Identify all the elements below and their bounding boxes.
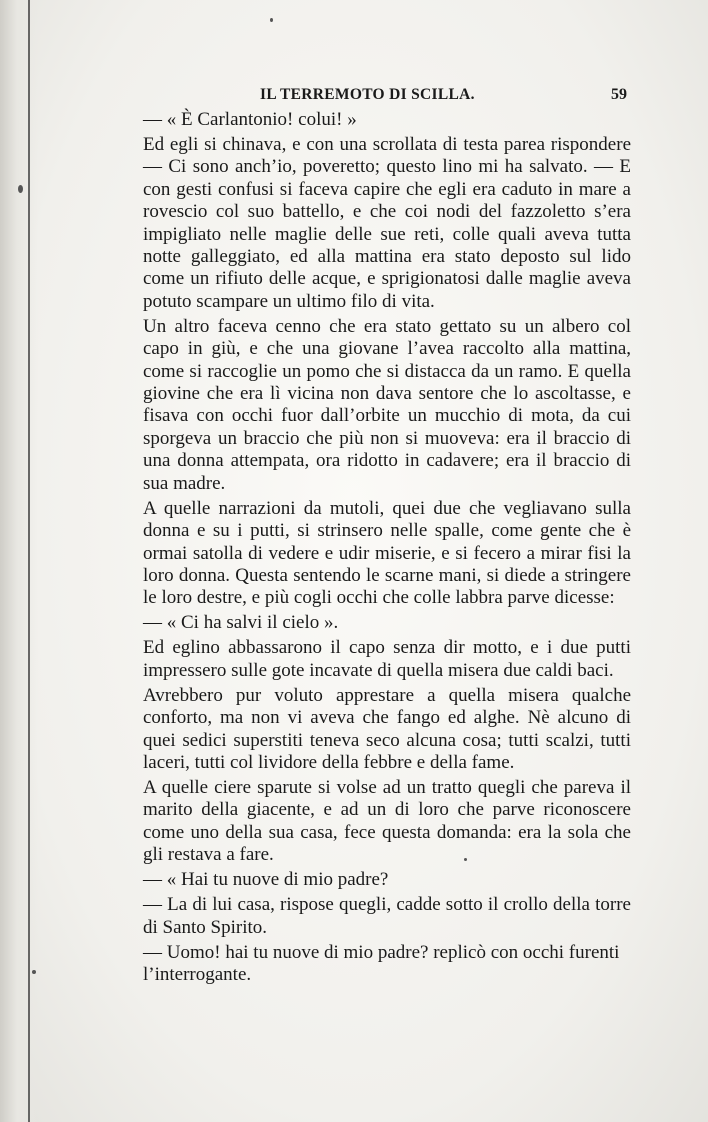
binding-edge (28, 0, 30, 1122)
running-title: IL TERREMOTO DI SCILLA. (260, 86, 475, 103)
page-number: 59 (611, 86, 627, 103)
paragraph: Un altro faceva cenno che era stato gettato su un albero col capo in giù, e che una giovane l’avea raccolto alla mattina, come si raccoglie un pomo che si distacca da un ramo. E quella giovine che era lì vicina non dava sentore che lo ascoltasse, e fisava con occhi fuor dall’orbite un mucchio di mota, da cui sporgeva un braccio che più non si muoveva: era il braccio di una donna attempata, ora ridotto in cadavere; era il braccio di sua madre. (143, 315, 631, 494)
page-body (143, 109, 631, 989)
page-header (145, 86, 627, 110)
paragraph: Avrebbero pur voluto apprestare a quella misera qualche conforto, ma non vi aveva che fango ed alghe. Nè alcuno di quei sedici superstiti teneva seco alcuna cosa; tutti scalzi, tutti laceri, tutti col lividore della febbre e della fame. (143, 684, 631, 773)
print-speck (32, 970, 36, 974)
page-gutter-shadow (0, 0, 38, 1122)
paragraph: — « Hai tu nuove di mio padre? (143, 869, 389, 891)
paragraph: — La di lui casa, rispose quegli, cadde sotto il crollo della torre di Santo Spirito. (143, 894, 631, 938)
paragraph: Ed egli si chinava, e con una scrollata di testa parea rispondere — Ci sono anch’io, poveretto; questo lino mi ha salvato. — E con gesti confusi si faceva capire che egli era caduto in mare a rovescio col suo battello, e che coi nodi del fazzoletto s’era impigliato nelle maglie delle sue reti, colle quali aveva tutta notte galleggiato, ed alla mattina era stato deposto sul lido come un rifiuto delle acque, e sprigionatosi dalle maglie aveva potuto scampare un ultimo filo di vita. (143, 134, 631, 312)
paragraph: A quelle ciere sparute si volse ad un tratto quegli che pareva il marito della giacente, e ad un di loro che parve riconoscere come uno della sua casa, fece questa domanda: era la sola che gli restava a fare. (143, 776, 631, 866)
paragraph: — Uomo! hai tu nuove di mio padre? replicò con occhi furenti l’interrogante. (143, 941, 620, 985)
paragraph: Ed eglino abbassarono il capo senza dir motto, e i due putti impressero sulle gote incavate di quella misera due caldi baci. (143, 637, 631, 681)
paragraph: A quelle narrazioni da mutoli, quei due che vegliavano sulla donna e su i putti, si strinsero nelle spalle, come gente che è ormai satolla di vedere e udir miserie, e si fecero a mirar fisi la loro donna. Questa sentendo le scarne mani, si diede a stringere le loro destre, e più cogli occhi che colle labbra parve dicesse: (143, 497, 631, 609)
print-speck (18, 185, 23, 193)
paragraph: — « Ci ha salvi il cielo ». (143, 612, 339, 634)
print-speck (270, 18, 273, 22)
paragraph: — « È Carlantonio! colui! » (143, 109, 357, 130)
